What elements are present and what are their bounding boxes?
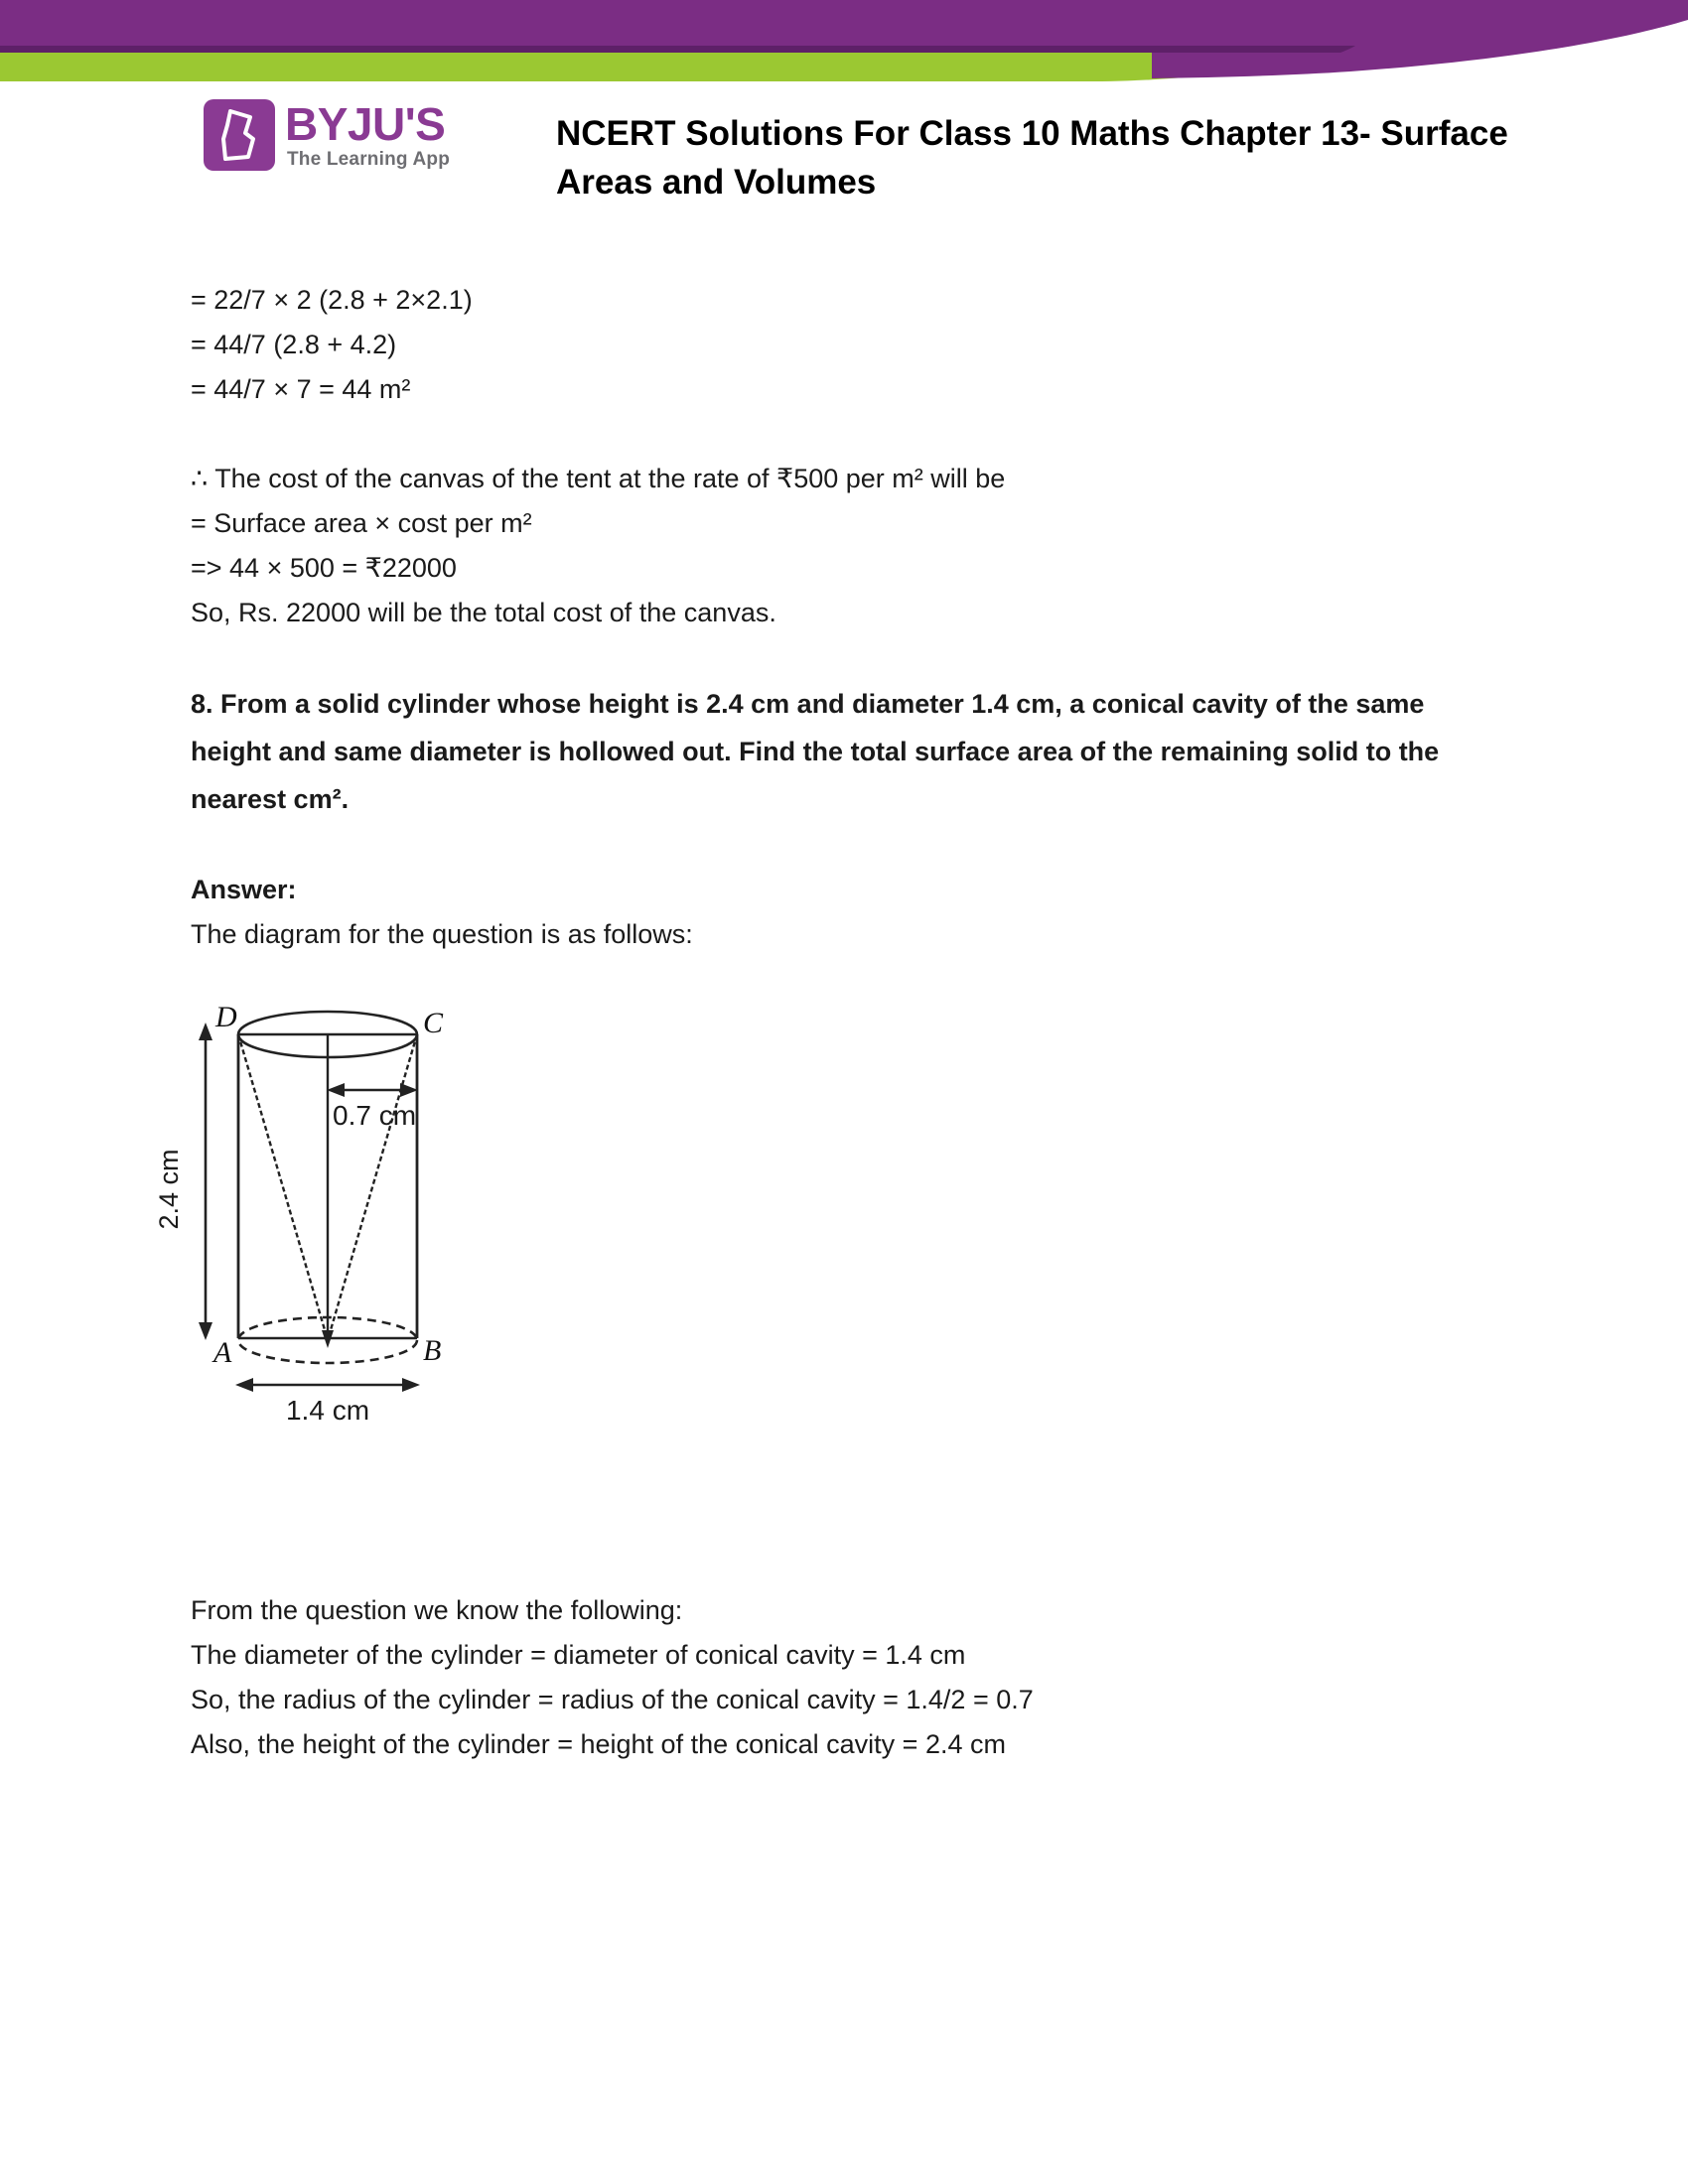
page-title: NCERT Solutions For Class 10 Maths Chapter 13- Surface Areas and Volumes [556, 114, 1508, 202]
answer-label: Answer: [191, 875, 297, 904]
banner-hairline [0, 46, 1355, 53]
question-8-text: 8. From a solid cylinder whose height is 2.4 cm and diameter 1.4 cm, a conical cavity of the same height and same diameter is hollowed out. Find the total surface area of the remaining solid to the nearest cm². [191, 689, 1440, 814]
diameter-label: 1.4 cm [285, 1395, 370, 1426]
spacer [191, 823, 1481, 868]
byjus-logo[interactable] [204, 99, 492, 189]
vertex-label-b: B [423, 1334, 442, 1367]
byjus-logo-mark-icon [204, 99, 275, 171]
vertex-label-a: A [213, 1336, 232, 1369]
cost-line-1: ∴ The cost of the canvas of the tent at the rate of ₹500 per m² will be [191, 464, 1006, 493]
height-label: 2.4 cm [154, 1149, 184, 1230]
radius-label: 0.7 cm [333, 1100, 417, 1131]
spacer [191, 635, 1481, 680]
spacer [191, 412, 1481, 457]
logo-b-glyph-icon [204, 99, 275, 171]
cylinder-cone-diagram [154, 1001, 601, 1588]
height-dimension [154, 1023, 212, 1340]
cost-line-3: => 44 × 500 = ₹22000 [191, 553, 457, 583]
equation-line-2: = 44/7 (2.8 + 4.2) [191, 330, 397, 359]
equation-line-3: = 44/7 × 7 = 44 m² [191, 374, 411, 404]
equation-line-1: = 22/7 × 2 (2.8 + 2×2.1) [191, 285, 473, 315]
cost-line-4: So, Rs. 22000 will be the total cost of the canvas. [191, 598, 776, 627]
radius-dimension [327, 1083, 418, 1131]
diagram-graphic [154, 1001, 601, 1588]
cost-line-2: = Surface area × cost per m² [191, 508, 532, 538]
byjus-tagline: The Learning App [287, 149, 450, 170]
given-line-4: Also, the height of the cylinder = height of the conical cavity = 2.4 cm [191, 1729, 1006, 1759]
answer-intro: The diagram for the question is as follows: [191, 919, 693, 949]
document-body [191, 278, 1481, 957]
given-line-1: From the question we know the following: [191, 1595, 683, 1625]
banner-graphic [0, 0, 1688, 109]
vertex-label-d: D [215, 1001, 237, 1033]
given-line-2: The diameter of the cylinder = diameter of conical cavity = 1.4 cm [191, 1640, 966, 1670]
diameter-dimension [235, 1378, 420, 1426]
byjus-wordmark: BYJU'S [285, 98, 446, 150]
given-values-block [191, 1588, 1481, 1767]
vertex-label-c: C [423, 1007, 444, 1039]
header-banner [0, 0, 1688, 109]
given-line-3: So, the radius of the cylinder = radius of the conical cavity = 1.4/2 = 0.7 [191, 1685, 1034, 1714]
